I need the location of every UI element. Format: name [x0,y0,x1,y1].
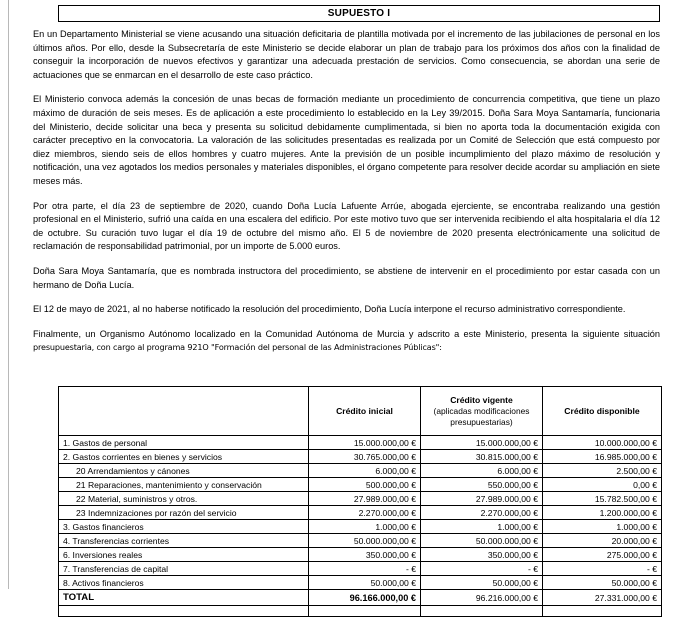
cell-credito-vigente: 6.000,00 € [421,464,543,478]
cell-total-credito-vigente: 96.216.000,00 € [421,590,543,606]
budget-table-body [59,436,662,617]
cell-credito-inicial: - € [309,562,421,576]
cell-credito-disponible: 16.985.000,00 € [543,450,662,464]
table-row [59,450,662,464]
cell-concept: 2. Gastos corrientes en bienes y servicios [59,450,309,464]
paragraph-3: Por otra parte, el día 23 de septiembre de 2020, cuando Doña Lucía Lafuente Arrúe, abogada ejerciente, se encontraba realizando una gestión profesional en el Ministerio, sufrió una caída en una escalera del edificio. Por este motivo tuvo que ser intervenida recibiendo el alta hospitalaria el día 12 de octubre. Su curación tuvo lugar el día 19 de octubre del mismo año. El 5 de noviembre de 2020 presenta electrónicamente una solicitud de reclamación de responsabilidad patrimonial, por un importe de 5.000 euros. [33,200,660,252]
cell-credito-inicial: 30.765.000,00 € [309,450,421,464]
column-header-credito-vigente-sub: (aplicadas modificaciones presupuestarias) [433,405,530,427]
document-body [33,28,660,355]
budget-table-head [59,387,662,436]
table-row [59,478,662,492]
cell-credito-inicial: 500.000,00 € [309,478,421,492]
cell-credito-vigente: 2.270.000,00 € [421,506,543,520]
table-row-clipped [59,606,662,617]
cell-credito-disponible: 1.200.000,00 € [543,506,662,520]
table-row [59,436,662,450]
cell-concept: 3. Gastos financieros [59,520,309,534]
cell-credito-vigente: 550.000,00 € [421,478,543,492]
column-header-credito-vigente [421,387,543,436]
cell-concept: 7. Transferencias de capital [59,562,309,576]
cell-credito-vigente: 27.989.000,00 € [421,492,543,506]
cell-credito-disponible: 15.782.500,00 € [543,492,662,506]
table-row [59,576,662,590]
table-row [59,492,662,506]
column-header-credito-inicial: Crédito inicial [309,387,421,436]
cell-credito-vigente: 350.000,00 € [421,548,543,562]
cell-credito-disponible: 2.500,00 € [543,464,662,478]
cell-credito-vigente: - € [421,562,543,576]
table-row [59,506,662,520]
cell-credito-vigente: 1.000,00 € [421,520,543,534]
cell-concept: 4. Transferencias corrientes [59,534,309,548]
page-title: SUPUESTO I [327,8,391,19]
cell-credito-vigente: 15.000.000,00 € [421,436,543,450]
budget-table [58,386,662,617]
document-title-box [58,5,660,22]
column-header-credito-disponible: Crédito disponible [543,387,662,436]
table-row [59,520,662,534]
cell-total-credito-inicial: 96.166.000,00 € [309,590,421,606]
cell-credito-inicial: 350.000,00 € [309,548,421,562]
cell-concept: 22 Material, suministros y otros. [59,492,309,506]
cell-credito-inicial: 15.000.000,00 € [309,436,421,450]
paragraph-1: En un Departamento Ministerial se viene acusando una situación deficitaria de plantilla motivada por el incremento de las jubilaciones de personal en los últimos años. Por ello, desde la Subsecretaría de este Ministerio se decide elaborar un plan de trabajo para los próximos dos años con la finalidad de conseguir la incorporación de nuevos efectivos y garantizar una adecuada prestación de servicios. Como consecuencia, se abordan una serie de actuaciones que se enmarcan en el desarrollo de este caso práctico. [33,29,660,80]
cell-credito-inicial: 6.000,00 € [309,464,421,478]
cell-credito-disponible: 50.000,00 € [543,576,662,590]
cell-credito-vigente: 50.000,00 € [421,576,543,590]
cell-clipped [421,606,543,617]
column-header-credito-vigente-main: Crédito vigente [450,394,513,405]
table-row [59,534,662,548]
table-row [59,464,662,478]
cell-credito-disponible: - € [543,562,662,576]
cell-concept: 1. Gastos de personal [59,436,309,450]
cell-credito-vigente: 50.000.000,00 € [421,534,543,548]
cell-concept: 6. Inversiones reales [59,548,309,562]
cell-clipped [59,606,309,617]
cell-concept: 21 Reparaciones, mantenimiento y conservación [59,478,309,492]
cell-concept: 23 Indemnizaciones por razón del servicio [59,506,309,520]
cell-concept: 8. Activos financieros [59,576,309,590]
cell-total-credito-disponible: 27.331.000,00 € [543,590,662,606]
cell-credito-inicial: 2.270.000,00 € [309,506,421,520]
cell-total-label: TOTAL [59,590,309,606]
cell-credito-inicial: 1.000,00 € [309,520,421,534]
table-total-row [59,590,662,606]
cell-concept: 20 Arrendamientos y cánones [59,464,309,478]
budget-table-container [58,386,661,617]
paragraph-6 [33,328,660,355]
final-paragraph-lead: Finalmente, un Organismo Autónomo localizado en la Comunidad Autónoma de Murcia y adscrito a este Ministerio, presenta la siguiente situación [33,328,660,339]
cell-credito-disponible: 1.000,00 € [543,520,662,534]
cell-credito-inicial: 50.000.000,00 € [309,534,421,548]
cell-credito-disponible: 275.000,00 € [543,548,662,562]
paragraph-5: El 12 de mayo de 2021, al no haberse notificado la resolución del procedimiento, Doña Lucía interpone el recurso administrativo correspondiente. [33,304,626,315]
cell-credito-inicial: 27.989.000,00 € [309,492,421,506]
cell-credito-vigente: 30.815.000,00 € [421,450,543,464]
cell-credito-inicial: 50.000,00 € [309,576,421,590]
cell-credito-disponible: 20.000,00 € [543,534,662,548]
final-paragraph-tail: presupuestaria, con cargo al programa 921O "Formación del personal de las Administraciones Públicas": [33,342,442,353]
paragraph-2: El Ministerio convoca además la concesión de unas becas de formación mediante un procedimiento de concurrencia competitiva, que tiene un plazo máximo de duración de seis meses. Es de aplicación a este procedimiento lo establecido en la Ley 39/2015. Doña Sara Moya Santamaría, funcionaria del Ministerio, decide solicitar una beca y presenta su solicitud debidamente cumplimentada, si bien no aporta toda la documentación exigida con carácter preceptivo en la convocatoria. La valoración de las solicitudes presentadas es realizada por un Comité de Selección que está compuesto por diez miembros, siendo seis de ellos hombres y cuatro mujeres. Ante la previsión de un posible incumplimiento del plazo máximo de resolución y notificación, una vez agotados los medios personales y materiales disponibles, el órgano competente para resolver decide acordar su ampliación en siete meses más. [33,94,660,186]
column-header-concept [59,387,309,436]
table-row [59,562,662,576]
table-header-row [59,387,662,436]
cell-clipped [309,606,421,617]
paragraph-4: Doña Sara Moya Santamaría, que es nombrada instructora del procedimiento, se abstiene de intervenir en el procedimiento por estar casada con un hermano de Doña Lucía. [33,265,660,290]
cell-credito-disponible: 10.000.000,00 € [543,436,662,450]
cell-credito-disponible: 0,00 € [543,478,662,492]
table-row [59,548,662,562]
cell-clipped [543,606,662,617]
